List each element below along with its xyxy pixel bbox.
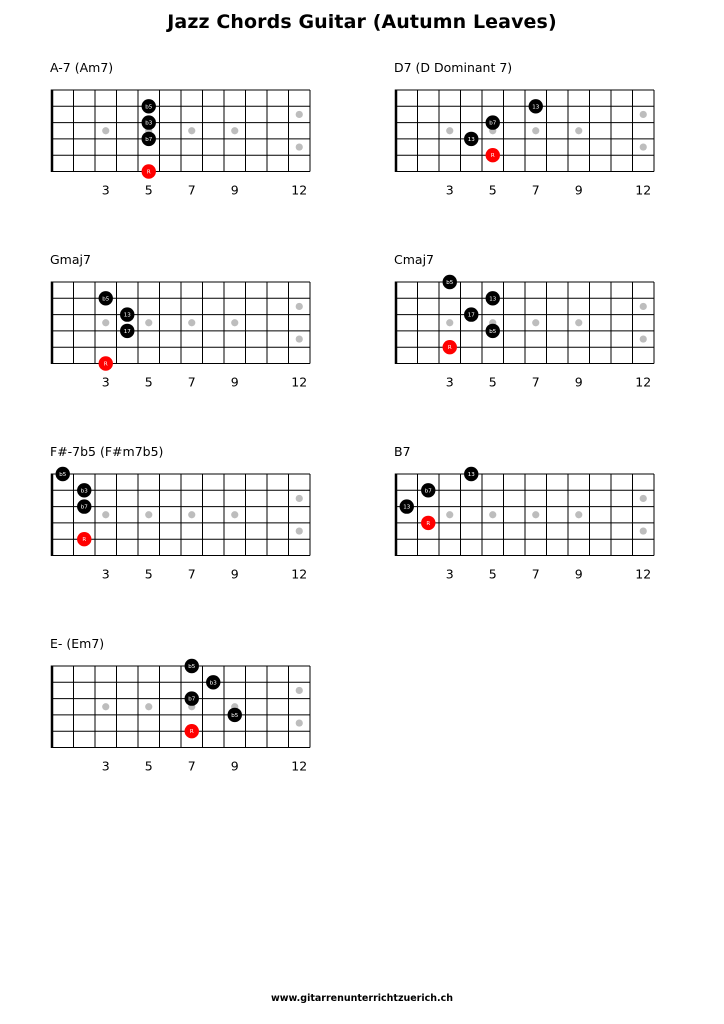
chord-diagram [50, 444, 350, 604]
note-interval-label: R [146, 169, 151, 176]
fret-number-label: 7 [531, 374, 540, 390]
fret-inlay-dot [296, 719, 303, 726]
note-interval-label: R [490, 153, 495, 160]
fret-number-label: 7 [531, 182, 540, 198]
note-interval-label: 13 [403, 504, 411, 511]
fret-number-label: 12 [291, 566, 308, 582]
footer-website[interactable]: www.gitarrenunterrichtzuerich.ch [270, 993, 454, 1004]
chord-diagram [50, 252, 350, 412]
fret-number-label: 9 [230, 758, 239, 774]
note-interval-label: b5 [188, 664, 196, 670]
fret-inlay-dot [640, 527, 647, 534]
fretboard [392, 272, 672, 390]
note-interval-label: b5 [489, 328, 497, 335]
fret-number-label: 12 [291, 758, 308, 774]
note-interval-label: R [103, 361, 108, 368]
fretboard [48, 656, 328, 774]
fret-number-label: 3 [445, 566, 454, 582]
fret-number-label: 7 [531, 566, 540, 582]
note-interval-label: 13 [467, 472, 475, 478]
fret-number-label: 3 [101, 758, 110, 774]
note-interval-label: b7 [80, 504, 88, 511]
note-interval-label: b3 [145, 120, 153, 127]
fret-inlay-dot [446, 511, 453, 518]
fret-inlay-dot [575, 127, 582, 134]
fret-inlay-dot [296, 143, 303, 150]
chord-name: F#-7b5 (F#m7b5) [50, 444, 164, 459]
fret-inlay-dot [532, 127, 539, 134]
fret-inlay-dot [446, 319, 453, 326]
fret-inlay-dot [145, 511, 152, 518]
fret-number-label: 5 [144, 566, 153, 582]
note-interval-label: 13 [489, 296, 497, 303]
fret-number-label: 3 [101, 566, 110, 582]
note-interval-label: 13 [467, 136, 475, 143]
note-interval-label: b5 [102, 296, 110, 303]
fret-number-label: 7 [187, 758, 196, 774]
fret-number-label: 5 [488, 374, 497, 390]
fret-number-label: 5 [144, 758, 153, 774]
fret-inlay-dot [188, 511, 195, 518]
fretboard [392, 80, 672, 198]
fret-inlay-dot [188, 127, 195, 134]
fretboard [48, 80, 328, 198]
note-interval-label: b7 [145, 136, 153, 143]
chord-name: Cmaj7 [394, 252, 434, 267]
note-interval-label: 13 [123, 312, 131, 319]
note-interval-label: 17 [123, 328, 131, 335]
chord-diagram [394, 444, 694, 604]
fret-inlay-dot [640, 111, 647, 118]
fret-inlay-dot [231, 319, 238, 326]
fret-inlay-dot [296, 527, 303, 534]
fret-inlay-dot [532, 511, 539, 518]
fret-inlay-dot [231, 127, 238, 134]
fret-number-label: 7 [187, 374, 196, 390]
fret-inlay-dot [575, 319, 582, 326]
fretboard [48, 272, 328, 390]
fret-number-label: 7 [187, 566, 196, 582]
fret-number-label: 5 [144, 182, 153, 198]
chord-name: B7 [394, 444, 411, 459]
fret-inlay-dot [296, 111, 303, 118]
fret-number-label: 9 [230, 374, 239, 390]
fret-number-label: 9 [230, 182, 239, 198]
note-interval-label: b7 [188, 696, 196, 703]
fret-inlay-dot [532, 319, 539, 326]
fret-inlay-dot [145, 703, 152, 710]
note-interval-label: R [447, 345, 452, 352]
chord-diagram [394, 252, 694, 412]
fret-number-label: 5 [144, 374, 153, 390]
fret-inlay-dot [188, 319, 195, 326]
chord-diagram [50, 636, 350, 796]
fret-inlay-dot [102, 703, 109, 710]
fret-inlay-dot [489, 511, 496, 518]
fret-inlay-dot [640, 495, 647, 502]
fret-inlay-dot [296, 495, 303, 502]
fret-number-label: 12 [635, 374, 652, 390]
fret-number-label: 7 [187, 182, 196, 198]
page-title: Jazz Chords Guitar (Autumn Leaves) [167, 11, 557, 33]
fret-number-label: 3 [445, 374, 454, 390]
note-interval-label: 13 [532, 104, 540, 111]
fret-number-label: 9 [574, 374, 583, 390]
fret-inlay-dot [640, 303, 647, 310]
note-interval-label: b3 [80, 488, 88, 495]
fret-inlay-dot [640, 143, 647, 150]
note-interval-label: 17 [467, 312, 475, 319]
note-interval-label: b5 [145, 104, 153, 111]
fretboard [392, 464, 672, 582]
fret-number-label: 9 [574, 182, 583, 198]
note-interval-label: b5 [59, 472, 67, 478]
fret-number-label: 3 [101, 182, 110, 198]
fret-number-label: 12 [635, 182, 652, 198]
fret-inlay-dot [102, 319, 109, 326]
fret-inlay-dot [231, 511, 238, 518]
fret-number-label: 12 [291, 374, 308, 390]
fretboard [48, 464, 328, 582]
fret-inlay-dot [296, 335, 303, 342]
fret-number-label: 9 [230, 566, 239, 582]
note-interval-label: b7 [489, 120, 497, 127]
note-interval-label: b5 [231, 712, 239, 719]
note-interval-label: R [189, 729, 194, 736]
fret-number-label: 5 [488, 182, 497, 198]
fret-inlay-dot [145, 319, 152, 326]
fret-inlay-dot [102, 511, 109, 518]
fret-number-label: 5 [488, 566, 497, 582]
chord-name: A-7 (Am7) [50, 60, 114, 75]
fret-number-label: 3 [101, 374, 110, 390]
fret-number-label: 3 [445, 182, 454, 198]
note-interval-label: b3 [209, 680, 217, 687]
fret-inlay-dot [296, 687, 303, 694]
fret-number-label: 9 [574, 566, 583, 582]
chord-name: D7 (D Dominant 7) [394, 60, 513, 75]
chord-name: Gmaj7 [50, 252, 91, 267]
fret-number-label: 12 [291, 182, 308, 198]
fret-number-label: 12 [635, 566, 652, 582]
chord-name: E- (Em7) [50, 636, 105, 651]
note-interval-label: R [426, 520, 431, 527]
fret-inlay-dot [102, 127, 109, 134]
fret-inlay-dot [640, 335, 647, 342]
fret-inlay-dot [446, 127, 453, 134]
note-interval-label: b5 [446, 280, 454, 286]
note-interval-label: R [82, 537, 87, 544]
note-interval-label: b7 [424, 488, 432, 495]
fret-inlay-dot [296, 303, 303, 310]
chord-diagram [50, 60, 350, 220]
chord-diagram [394, 60, 694, 220]
fret-inlay-dot [575, 511, 582, 518]
